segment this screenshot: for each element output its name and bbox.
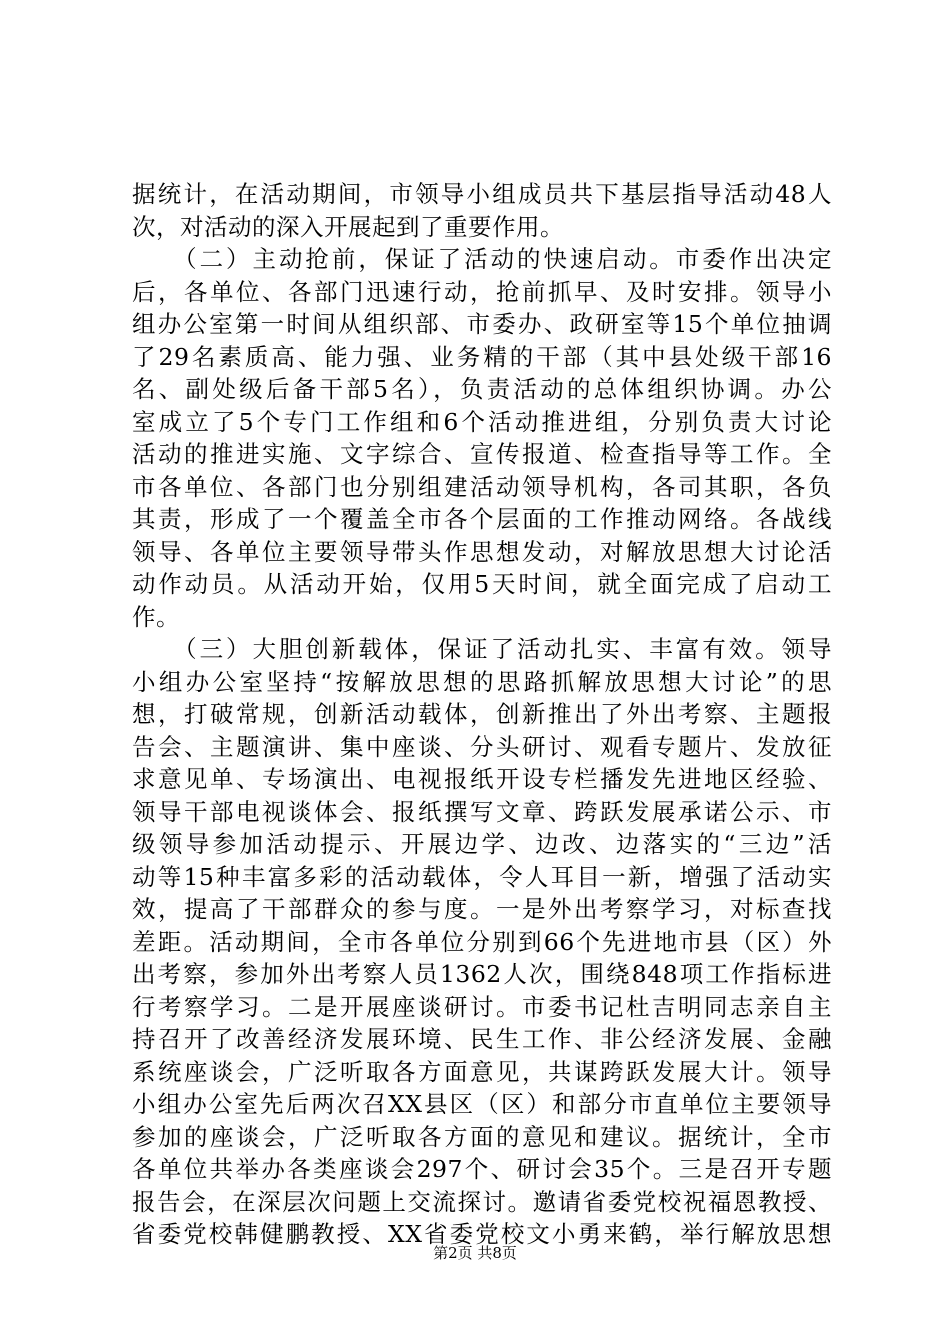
text-line: 了29名素质高、能力强、业务精的干部（其中县处级干部16 — [132, 342, 832, 371]
text-line: 动作动员。从活动开始，仅用5天时间，就全面完成了启动工 — [132, 570, 832, 598]
text-line: 小组办公室先后两次召XX县区（区）和部分市直单位主要领导 — [132, 1090, 832, 1118]
text-line: 组办公室第一时间从组织部、市委办、政研室等15个单位抽调 — [132, 310, 832, 338]
text-line: 持召开了改善经济发展环境、民生工作、非公经济发展、金融 — [132, 1025, 832, 1053]
text-line: 领导干部电视谈体会、报纸撰写文章、跨跃发展承诺公示、市 — [132, 797, 832, 826]
text-line: 告会、主题演讲、集中座谈、分头研讨、观看专题片、发放征 — [132, 732, 832, 761]
text-line: 市各单位、各部门也分别组建活动领导机构，各司其职，各负 — [132, 472, 832, 501]
text-line: 想，打破常规，创新活动载体，创新推出了外出考察、主题报 — [132, 700, 832, 728]
text-line: 领导、各单位主要领导带头作思想发动，对解放思想大讨论活 — [132, 537, 832, 566]
text-line: 省委党校韩健鹏教授、XX省委党校文小勇来鹤，举行解放思想 — [132, 1220, 832, 1248]
text-line: 作。 — [132, 602, 180, 631]
text-line: 室成立了5个专门工作组和6个活动推进组，分别负责大讨论 — [132, 407, 832, 436]
document-body — [132, 178, 832, 1251]
text-line: 差距。活动期间，全市各单位分别到66个先进地市县（区）外 — [132, 927, 832, 956]
text-line: （三）大胆创新载体，保证了活动扎实、丰富有效。领导 — [132, 635, 832, 663]
text-line: 求意见单、专场演出、电视报纸开设专栏播发先进地区经验、 — [132, 765, 832, 793]
text-line: 出考察，参加外出考察人员1362人次，围绕848项工作指标进 — [132, 960, 832, 988]
text-line: 行考察学习。二是开展座谈研讨。市委书记杜吉明同志亲自主 — [132, 992, 832, 1021]
text-line: 各单位共举办各类座谈会297个、研讨会35个。三是召开专题 — [132, 1155, 832, 1183]
text-line: 参加的座谈会，广泛听取各方面的意见和建议。据统计，全市 — [132, 1122, 832, 1151]
text-line: 其责，形成了一个覆盖全市各个层面的工作推动网络。各战线 — [132, 505, 832, 533]
text-line: 系统座谈会，广泛听取各方面意见，共谋跨跃发展大计。领导 — [132, 1057, 832, 1086]
text-line: 据统计，在活动期间，市领导小组成员共下基层指导活动48人 — [132, 180, 832, 208]
text-line: 活动的推进实施、文字综合、宣传报道、检查指导等工作。全 — [132, 440, 832, 468]
text-line: 小组办公室坚持“按解放思想的思路抓解放思想大讨论”的思 — [132, 667, 832, 696]
text-line: 后，各单位、各部门迅速行动，抢前抓早、及时安排。领导小 — [132, 277, 832, 306]
text-line: 名、副处级后备干部5名），负责活动的总体组织协调。办公 — [132, 375, 832, 403]
text-line: 报告会，在深层次问题上交流探讨。邀请省委党校祝福恩教授、 — [132, 1187, 832, 1216]
text-line: （二）主动抢前，保证了活动的快速启动。市委作出决定 — [132, 245, 832, 273]
text-line: 级领导参加活动提示、开展边学、边改、边落实的“三边”活 — [132, 830, 832, 858]
text-line: 动等15种丰富多彩的活动载体，令人耳目一新，增强了活动实 — [132, 862, 832, 891]
text-line: 效，提高了干部群众的参与度。一是外出考察学习，对标查找 — [132, 895, 832, 923]
page-footer: 第2页 共8页 — [433, 1244, 517, 1262]
text-line: 次，对活动的深入开展起到了重要作用。 — [132, 212, 564, 241]
